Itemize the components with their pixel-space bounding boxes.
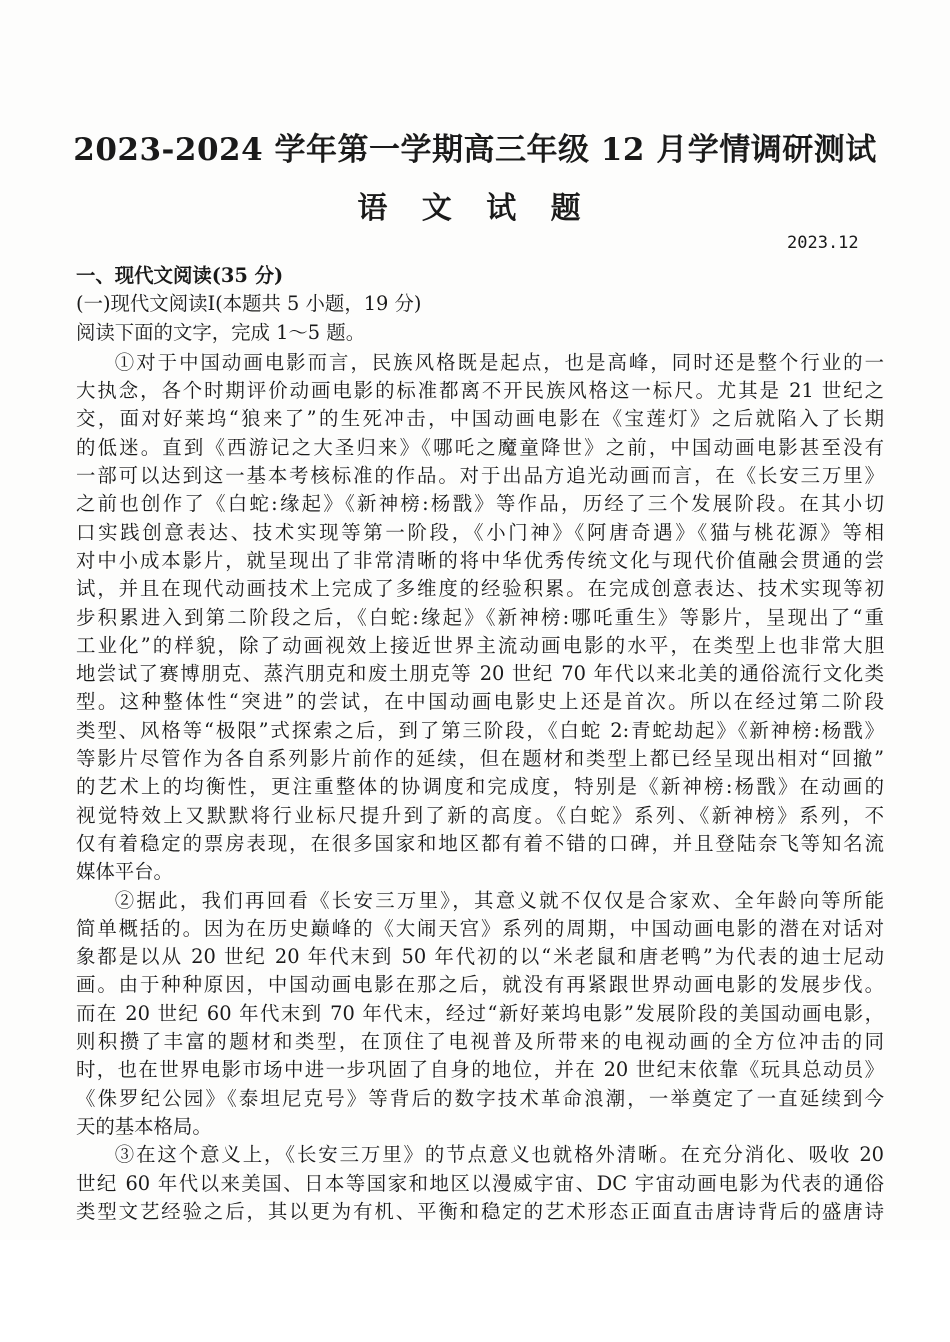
paragraph-line: 的低迷。直到《西游记之大圣归来》《哪吒之魔童降世》之前，中国动画电影甚至没有: [76, 435, 884, 459]
paragraph-line: 工业化”的样貌，除了动画视效上接近世界主流动画电影的水平，在类型上也非常大胆: [76, 633, 884, 657]
paragraph-line: ③在这个意义上，《长安三万里》的节点意义也就格外清晰。在充分消化、吸收 20: [114, 1143, 884, 1167]
paragraph-line: 时，也在世界电影市场中进一步巩固了自身的地位，并在 20 世纪末依靠《玩具总动员》: [76, 1058, 884, 1082]
paragraph-line: 等影片尽管作为各自系列影片前作的延续，但在题材和类型上都已经呈现出相对“回撤”: [76, 747, 884, 771]
paragraph: [76, 349, 884, 887]
section-heading: 一、现代文阅读(35 分): [76, 264, 284, 287]
paragraph-line: 简单概括的。因为在历史巅峰的《大闹天宫》系列的周期，中国动画电影的潜在对话对: [76, 916, 884, 940]
paragraph-line: 型。这种整体性“突进”的尝试，在中国动画电影史上还是首次。所以在经过第二阶段: [76, 690, 884, 714]
paragraph: [76, 1141, 884, 1226]
section-subheading: (一)现代文阅读Ⅰ(本题共 5 小题，19 分): [76, 292, 422, 316]
paragraph-line: 口实践创意表达、技术实现等第一阶段，《小门神》《阿唐奇遇》《猫与桃花源》等相: [76, 520, 884, 544]
paragraph-line: ①对于中国动画电影而言，民族风格既是起点，也是高峰，同时还是整个行业的一: [114, 350, 884, 374]
paragraph-line: 天的基本格局。: [76, 1114, 212, 1138]
paragraph-line: 类型文艺经验之后，其以更为有机、平衡和稳定的艺术形态正面直击唐诗背后的盛唐诗: [76, 1199, 884, 1223]
paragraph-line: 画。由于种种原因，中国动画电影在那之后，就没有再紧跟世界动画电影的发展步伐。: [76, 973, 884, 997]
paragraph-line: 而在 20 世纪 60 年代末到 70 年代末，经过“新好莱坞电影”发展阶段的美国动画电影，: [76, 1001, 884, 1025]
passage-paragraphs: [76, 349, 884, 1226]
paragraph-line: 一部可以达到这一基本考核标准的作品。对于出品方追光动画而言，在《长安三万里》: [76, 464, 884, 488]
paragraph-line: 视觉特效上又默默将行业标尺提升到了新的高度。《白蛇》系列、《新神榜》系列，不: [76, 803, 884, 827]
exam-body: [76, 262, 884, 1226]
paragraph-line: 仅有着稳定的票房表现，在很多国家和地区都有着不错的口碑，并且登陆奈飞等知名流: [76, 831, 884, 855]
reading-instruction: 阅读下面的文字，完成 1～5 题。: [76, 320, 366, 344]
paragraph-line: 交，面对好莱坞“狼来了”的生死冲击，中国动画电影在《宝莲灯》之后就陷入了长期: [76, 407, 884, 431]
paragraph-line: 大执念，各个时期评价动画电影的标准都离不开民族风格这一标尺。尤其是 21 世纪之: [76, 379, 884, 403]
paragraph-line: 《侏罗纪公园》《泰坦尼克号》等背后的数字技术革命浪潮，一举奠定了一直延续到今: [76, 1086, 884, 1110]
paragraph-line: 之前也创作了《白蛇:缘起》《新神榜:杨戬》等作品，历经了三个发展阶段。在其小切: [76, 492, 884, 516]
exam-date: 2023.12: [787, 233, 859, 253]
paragraph-line: 世纪 60 年代以来美国、日本等国家和地区以漫威宇宙、DC 宇宙动画电影为代表的通俗: [76, 1171, 884, 1195]
paragraph-line: 媒体平台。: [76, 860, 173, 884]
page-bottom-margin: [0, 1240, 950, 1342]
exam-title: 2023-2024 学年第一学期高三年级 12 月学情调研测试: [73, 132, 877, 168]
paragraph-line: 试，并且在现代动画技术上完成了多维度的经验积累。在完成创意表达、技术实现等初: [76, 577, 884, 601]
paragraph: [76, 887, 884, 1142]
paragraph-line: 地尝试了赛博朋克、蒸汽朋克和废土朋克等 20 世纪 70 年代以来北美的通俗流行文化类: [76, 662, 884, 686]
paragraph-line: 的艺术上的均衡性，更注重整体的协调度和完成度，特别是《新神榜:杨戬》在动画的: [76, 775, 884, 799]
exam-subtitle: 语 文 试 题: [357, 191, 593, 226]
paragraph-line: 象都是以从 20 世纪 20 年代末到 50 年代初的以“米老鼠和唐老鸭”为代表的迪士尼动: [76, 945, 884, 969]
paragraph-line: 则积攒了丰富的题材和类型，在顶住了电视普及所带来的电视动画的全方位冲击的同: [76, 1030, 884, 1054]
paragraph-line: 类型、风格等“极限”式探索之后，到了第三阶段，《白蛇 2:青蛇劫起》《新神榜:杨戬》: [76, 718, 884, 742]
paragraph-line: 步积累进入到第二阶段之后，《白蛇:缘起》《新神榜:哪吒重生》等影片，呈现出了“重: [76, 605, 884, 629]
paragraph-line: ②据此，我们再回看《长安三万里》，其意义就不仅仅是合家欢、全年龄向等所能: [114, 888, 884, 912]
paragraph-line: 对中小成本影片，就呈现出了非常清晰的将中华优秀传统文化与现代价值融会贯通的尝: [76, 548, 884, 572]
